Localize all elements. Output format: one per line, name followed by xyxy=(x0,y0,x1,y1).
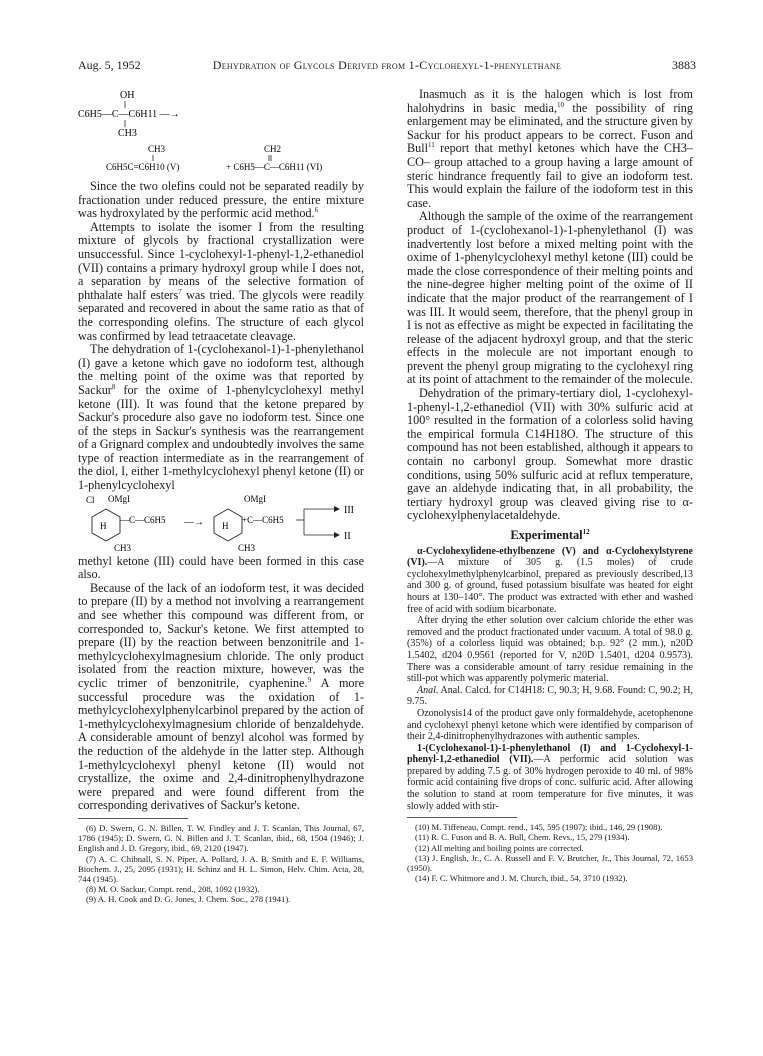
scheme1-oh: OH xyxy=(120,90,135,101)
scheme2-arrow: —→ xyxy=(184,516,204,528)
scheme2-omgi-2: OMgI xyxy=(244,493,266,504)
scheme-2-drawing xyxy=(78,493,364,555)
scheme2-ch3-2: CH3 xyxy=(238,542,256,553)
paragraph: Inasmuch as it is the halogen which is lost from halohydrins in basic media,$^{10}$ the possibility of ring enlargement may be eliminated, and the structure given by Sackur for his product appears to be correct. Fuson and Bull$^{11}$ report that methyl ketones which have the CH3–CO– group attached to a group having a large amount of steric hindrance frequently fail to give an iodoform test. This would explain the failure of the iodoform test in this case. xyxy=(407,87,693,210)
footnote: (8) M. O. Sackur, Compt. rend., 208, 1092 (1932). xyxy=(86,884,260,895)
footnote-rule xyxy=(407,817,517,818)
paragraph: The dehydration of 1-(cyclohexanol-1)-1-phenylethanol (I) gave a ketone which gave no iodoform test, although the melting point of the oxime was that reported by Sackur$^8$ for the oxime of 1-phenylcyclohexyl methyl ketone (III). It was found that the ketone prepared by Sackur's procedure also gave no iodoform test. Since one of the steps in Sackur's synthesis was the rearrangement of a Grignard complex and undoubtedly involves the same type of reaction intermediate as in the rearrangement of the diol, I, either 1-methylcyclohexyl phenyl ketone (II) or 1-phenylcyclohexyl xyxy=(78,342,364,493)
scheme1-ch2: CH2 xyxy=(264,144,282,154)
footnote: (12) All melting and boiling points are corrected. xyxy=(415,842,584,853)
experimental-section xyxy=(407,546,693,813)
paragraph: Since the two olefins could not be separated readily by fractionation under reduced pressure, the entire mixture was hydroxylated by the performic acid method.$^6$ xyxy=(78,179,364,221)
scheme2-cl: Cl xyxy=(86,494,95,505)
scheme1-product-v: C6H5C=C6H10 (V) xyxy=(106,162,180,172)
section-heading-experimental: Experimental$^{12}$ xyxy=(510,527,590,542)
running-header xyxy=(78,58,696,74)
scheme1-ch3-top: CH3 xyxy=(148,144,166,154)
footnote: (10) M. Tiffeneau, Compt. rend., 145, 595 (1907); ibid., 146, 29 (1908). xyxy=(415,822,663,833)
header-title: Dehydration of Glycols Derived from 1-Cyclohexyl-1-phenylethane xyxy=(212,58,562,72)
paragraph: α-Cyclohexylidene-ethylbenzene (V) and α-Cyclohexylstyrene (VI).—A mixture of 305 g. (1.5 moles) of crude cyclohexylmethylphenylcarbinol, prepared as previously described,13 and 300 g. of ground, fused potassium bisulfate was heated for eight hours at 130–140°. The product was extracted with ether and washed free of acid with sodium bicarbonate. xyxy=(407,545,693,615)
footnote: (7) A. C. Chibnall, S. N. Piper, A. Pollard, J. A. B. Smith and E. F. Williams, Biochem. J., 25, 2095 (1931); H. Schinz and H. L. Simon, Helv. Chim. Acta, 28, 744 (1945). xyxy=(78,853,364,884)
scheme1-product-vi: + C6H5—C—C6H11 (VI) xyxy=(226,162,323,172)
paragraph: 1-(Cyclohexanol-1)-1-phenylethanol (I) and 1-Cyclohexyl-1-phenyl-1,2-ethanediol (VII).—A performic acid solution was prepared by adding 7.5 g. of 30% hydrogen peroxide to 40 ml. of 98% formic acid containing five drops of conc. sulfuric acid. After allowing the solution to stand at room temperature for five minutes, it was slowly added with stir- xyxy=(407,742,693,812)
footnote: (9) A. H. Cook and D. G. Jones, J. Chem. Soc., 278 (1941). xyxy=(86,894,291,905)
scheme-1-drawing xyxy=(78,88,364,180)
paragraph: Dehydration of the primary-tertiary diol, 1-cyclohexyl-1-phenyl-1,2-ethanediol (VII) with 30% sulfuric acid at 100° resulted in the formation of a colorless solid having the empirical formula C14H18O. The structure of this compound has not been established, although it appears to contain no carbonyl group. Somewhat more drastic conditions, using 50% sulfuric acid at reflux temperature, gave an aldehyde indicating that, in all probability, the tertiary hydroxyl group was cleaved giving rise to α-cyclohexylphenylacetaldehyde. xyxy=(407,386,693,523)
scheme2-ii: II xyxy=(344,530,351,542)
footnote: (14) F. C. Whitmore and J. M. Church, ibid., 54, 3710 (1932). xyxy=(415,873,628,884)
scheme2-plus-c: +C—C6H5 xyxy=(242,514,284,525)
header-date: Aug. 5, 1952 xyxy=(78,58,141,72)
paragraph: After drying the ether solution over calcium chloride the ether was removed and the product fractionated under vacuum. A total of 98.0 g. (35%) of a colorless liquid was obtained; b.p. 92° (2 mm.), n20D 1.5402, d204 0.9561 (reported for V, n20D 1.5401, d204 0.9573). There was a considerable amount of tarry residue remaining in the still-pot which was apparently polymeric material. xyxy=(407,615,693,685)
scheme2-iii: III xyxy=(344,504,354,516)
scheme2-ch3-1: CH3 xyxy=(114,542,132,553)
scheme1-ch3: CH3 xyxy=(118,128,137,139)
right-column xyxy=(407,88,693,883)
paragraph: Ozonolysis14 of the product gave only formaldehyde, acetophenone and cyclohexyl phenyl ketone which were identified by comparison of their 2,4-dinitrophenylhydrazones with authentic samples. xyxy=(407,707,693,743)
scheme2-omgi-1: OMgI xyxy=(108,493,130,504)
footnote-rule xyxy=(78,818,188,819)
page-number: 3883 xyxy=(672,58,696,72)
paragraph: Anal. Anal. Calcd. for C14H18: C, 90.3; H, 9.68. Found: C, 90.2; H, 9.75. xyxy=(407,684,693,708)
scheme1-reactant: C6H5—C—C6H11 —→ xyxy=(78,109,180,120)
scheme2-c6h5: —C—C6H5 xyxy=(120,514,166,525)
reaction-scheme-2 xyxy=(78,493,364,555)
paragraph: Attempts to isolate the isomer I from the resulting mixture of glycols by fractional crystallization were unsuccessful. Since 1-cyclohexyl-1-phenyl-1,2-ethanediol (VII) contains a primary hydroxyl group while I does not, a separation by means of the selective formation of phthalate half esters$^7$ was tried. The glycols were readily separated and recovered in about the same ratio as that of the corresponding olefins. The structure of each glycol was confirmed by lead tetraacetate cleavage. xyxy=(78,219,364,343)
footnote: (6) D. Swern, G. N. Billen, T. W. Findley and J. T. Scanlan, This Journal, 67, 1786 (1945); D. Swern, G. N. Billen and J. T. Scanlan, ibid., 68, 1504 (1946); J. English and J. D. Gregory, ibid., 69, 2120 (1947). xyxy=(78,822,364,854)
footnote: (11) R. C. Fuson and B. A. Bull, Chem. Revs., 15, 279 (1934). xyxy=(415,832,630,843)
reaction-scheme-1 xyxy=(78,88,364,180)
scheme2-h-2: H xyxy=(222,520,229,531)
paragraph: methyl ketone (III) could have been formed in this case also. xyxy=(78,553,364,582)
paragraph: Because of the lack of an iodoform test, it was decided to prepare (II) by a method not involving a rearrangement and see whether this compound was different from, or corresponded to, Sackur's ketone. We first attempted to prepare (II) by the reaction between benzonitrile and 1-methylcyclohexylmagnesium chloride. The only product isolated from the reaction mixture, however, was the cyclic trimer of benzonitrile, cyaphenine.$^9$ A more successful procedure was the oxidation of 1-methylcyclohexylphenylcarbinol prepared by the action of 1-methylcyclohexylmagnesium chloride of benzaldehyde. A considerable amount of benzyl alcohol was formed by the reduction of the aldehyde in the latter step. Although 1-methylcyclohexyl phenyl ketone (II) would not crystallize, the oxime and 2,4-dinitrophenylhydrazone were prepared and were found different from the corresponding derivatives of Sackur's ketone. xyxy=(78,580,364,813)
scheme2-h-1: H xyxy=(100,520,107,531)
left-column xyxy=(78,88,364,905)
footnote: (13) J. English, Jr., C. A. Russell and F. V. Brutcher, Jr., This Journal, 72, 1653 (1950). xyxy=(407,852,693,874)
paragraph: Although the sample of the oxime of the rearrangement product of 1-(cyclohexanol-1)-1-phenylethanol (I) was inadvertently lost before a mixed melting point with the oxime of 1-phenylcyclohexyl methyl ketone (III) could be made the close correspondence of their melting points and the nine-degree higher melting point of the oxime of II indicate that the major product of the rearrangement of I was III. It would seem, therefore, that the phenyl group in I is not as effective as might be expected in facilitating the release of the adjacent hydroxyl group, and that the steric effects in the molecule are not important enough to prevent the phenyl group migrating to the cyclohexyl ring at its point of attachment to the remainder of the molecule. xyxy=(407,209,693,387)
